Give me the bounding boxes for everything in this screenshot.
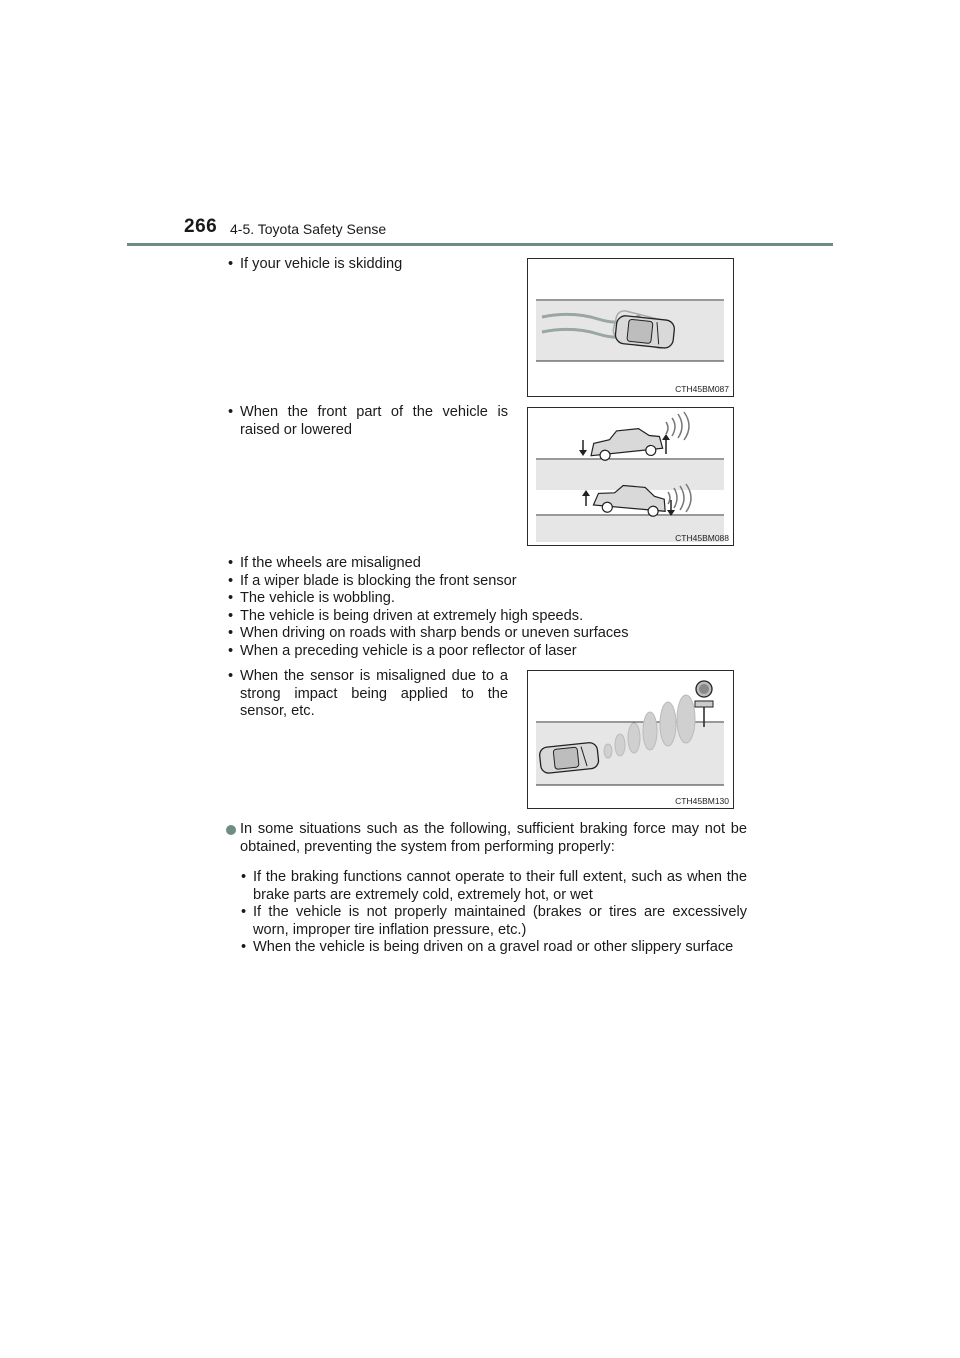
figure-sensor-misaligned — [527, 670, 734, 809]
item-skidding-text: • If your vehicle is skidding — [240, 256, 402, 274]
skidding-illustration — [528, 259, 733, 396]
list-item: • If the wheels are misaligned — [240, 555, 421, 573]
braking-bullet: • When the vehicle is being driven on a gravel road or other slippery surface — [241, 939, 734, 955]
pitching-illustration — [528, 408, 733, 545]
figure-code: CTH45BM088 — [675, 533, 729, 543]
item-raised-lowered-text: • When the front part of the vehicle is raised or lowered — [228, 404, 508, 438]
braking-bullet: • If the braking functions cannot operate to their full extent, such as when the brake parts are extremely cold, extremely hot, or wet — [241, 869, 747, 903]
sensor-misaligned-illustration — [528, 671, 733, 808]
section-title: 4-5. Toyota Safety Sense — [230, 221, 387, 237]
figure-code: CTH45BM087 — [675, 384, 729, 394]
header-rule — [127, 243, 833, 246]
braking-bullet: • If the vehicle is not properly maintained (brakes or tires are excessively worn, improper tire inflation pressure, etc.) — [241, 904, 747, 938]
list-item: • When a preceding vehicle is a poor reflector of laser — [240, 643, 577, 661]
figure-skidding — [527, 258, 734, 397]
braking-intro: In some situations such as the following, sufficient braking force may not be obtained, preventing the system from performing properly: — [240, 821, 747, 855]
page-number: 266 — [184, 216, 218, 237]
circle-bullet-icon — [226, 825, 236, 835]
list-item: • When driving on roads with sharp bends or uneven surfaces — [240, 625, 629, 643]
figure-raised-lowered — [527, 407, 734, 546]
figure-code: CTH45BM130 — [675, 796, 729, 806]
item-sensor-misaligned-text: • When the sensor is misaligned due to a strong impact being applied to the sensor, etc. — [228, 668, 508, 719]
list-item: • The vehicle is being driven at extremely high speeds. — [240, 608, 583, 626]
list-item: • If a wiper blade is blocking the front sensor — [240, 573, 517, 591]
list-item: • The vehicle is wobbling. — [240, 590, 395, 608]
